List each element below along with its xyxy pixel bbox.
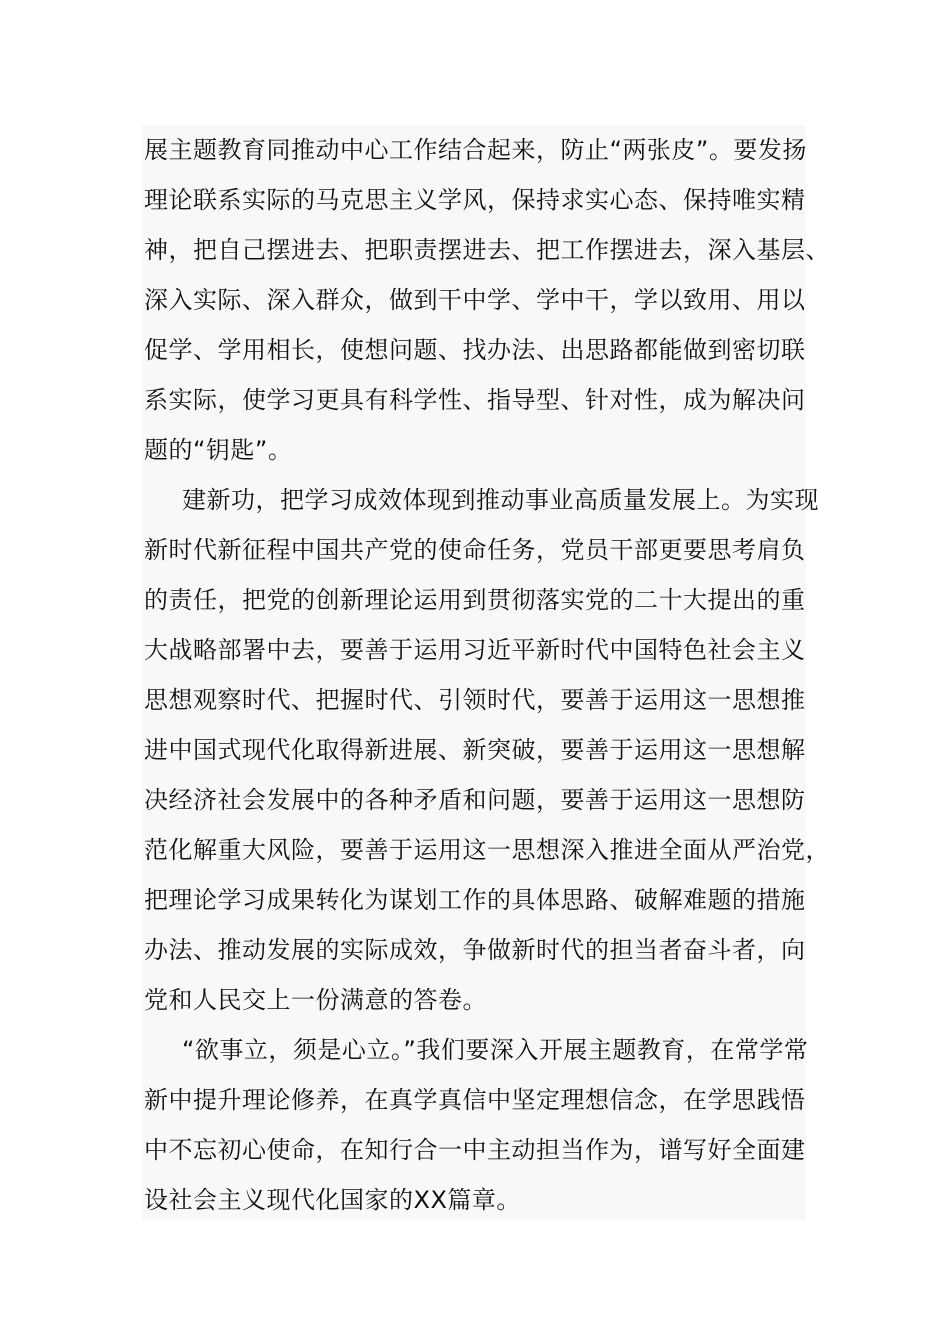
text-line: 思想观察时代、把握时代、引领时代，要善于运用这一思想推 bbox=[144, 686, 806, 714]
text-line: 把理论学习成果转化为谋划工作的具体思路、破解难题的措施 bbox=[144, 886, 806, 914]
text-line: 范化解重大风险，要善于运用这一思想深入推进全面从严治党， bbox=[144, 836, 830, 864]
text-line: 系实际，使学习更具有科学性、指导型、针对性，成为解决问 bbox=[144, 386, 806, 414]
text-line: 深入实际、深入群众，做到干中学、学中干，学以致用、用以 bbox=[144, 286, 806, 314]
paragraph-first-line: 建新功，把学习成效体现到推动事业高质量发展上。为实现 bbox=[182, 486, 819, 514]
text-line: 新时代新征程中国共产党的使命任务，党员干部更要思考肩负 bbox=[144, 536, 806, 564]
text-line: 促学、学用相长，使想问题、找办法、出思路都能做到密切联 bbox=[144, 336, 806, 364]
text-block bbox=[142, 125, 830, 1220]
text-line: 设社会主义现代化国家的XX篇章。 bbox=[144, 1186, 521, 1214]
text-line: 神，把自己摆进去、把职责摆进去、把工作摆进去，深入基层、 bbox=[144, 236, 830, 264]
text-line: 理论联系实际的马克思主义学风，保持求实心态、保持唯实精 bbox=[144, 186, 806, 214]
text-line: 进中国式现代化取得新进展、新突破，要善于运用这一思想解 bbox=[144, 736, 806, 764]
text-line: 题的“钥匙”。 bbox=[144, 436, 293, 464]
text-line: 党和人民交上一份满意的答卷。 bbox=[144, 986, 487, 1014]
text-line: 展主题教育同推动中心工作结合起来，防止“两张皮”。要发扬 bbox=[144, 136, 807, 164]
text-line: 中不忘初心使命，在知行合一中主动担当作为，谱写好全面建 bbox=[144, 1136, 806, 1164]
text-line: 办法、推动发展的实际成效，争做新时代的担当者奋斗者，向 bbox=[144, 936, 806, 964]
text-line: 决经济社会发展中的各种矛盾和问题，要善于运用这一思想防 bbox=[144, 786, 806, 814]
paragraph-first-line: “欲事立，须是心立。”我们要深入开展主题教育，在常学常 bbox=[182, 1036, 809, 1064]
text-line: 的责任，把党的创新理论运用到贯彻落实党的二十大提出的重 bbox=[144, 586, 806, 614]
text-line: 新中提升理论修养，在真学真信中坚定理想信念，在学思践悟 bbox=[144, 1086, 806, 1114]
text-line: 大战略部署中去，要善于运用习近平新时代中国特色社会主义 bbox=[144, 636, 806, 664]
